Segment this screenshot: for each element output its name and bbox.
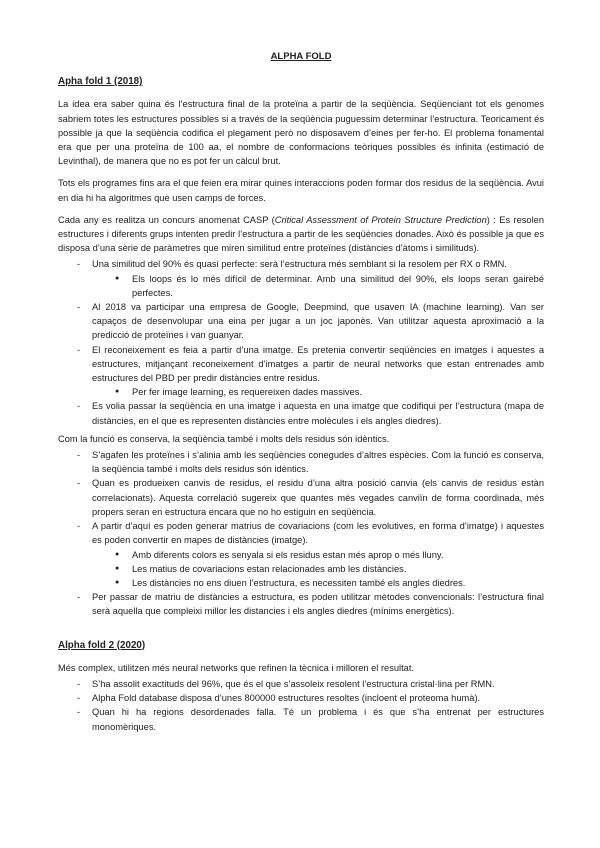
paragraph-casp <box>58 213 544 256</box>
section-heading-alphafold1: Apha fold 1 (2018) <box>58 76 143 88</box>
sub-list-item <box>98 562 544 576</box>
section-heading-alphafold2: Alpha fold 2 (2020) <box>58 639 146 651</box>
casp-full-name: Critical Assessment of Protein Structure Prediction <box>274 214 487 225</box>
list-item-text: Al 2018 va participar una empresa de Google, Deepmind, que usaven IA (machine learning). Van ser capaços de desenvolupar una eina per jugar a un joc japonès. Van utilitzar aquesta aproximació a la predicció de proteïnes i van guanyar. <box>92 302 544 341</box>
list-item-text: S’ha assolit exactituds del 96%, que és el que s’assoleix resolent l’estructura cristal·lina per RMN. <box>92 678 495 689</box>
sub-list-item-text: ● Els loops és lo més difícil de determinar. Amb una similitud del 90%, els loops seran gairebé perfectes. <box>132 273 544 298</box>
document-page <box>58 50 544 734</box>
sub-list-item <box>98 385 544 399</box>
list-item <box>58 677 544 691</box>
paragraph: Més complex, utilitzen més neural networks que refinen la tècnica i milloren el resultat. <box>58 662 415 673</box>
list-item <box>58 519 544 590</box>
list-item-text: Alpha Fold database disposa d’unes 800000 estructures resoltes (incloent el proteoma humà). <box>92 693 481 704</box>
sub-bullet-list <box>58 272 544 300</box>
list-item <box>58 343 544 400</box>
sub-list-item <box>98 576 544 590</box>
list-item-text: Es volia passar la seqüència en una imatge i aquesta en una imatge que codifiqui per l’estructura (mapa de distàncies, en el que es representen distàncies entre molècules i els angles diedres). <box>92 401 544 426</box>
list-item <box>58 705 544 733</box>
list-item <box>58 476 544 519</box>
list-item <box>58 399 544 427</box>
list-item <box>58 257 544 300</box>
list-item <box>58 300 544 343</box>
sub-list-item-text: ● Les matius de covariacions estan relacionades amb les distàncies. <box>132 563 407 574</box>
bullet-list <box>58 448 544 618</box>
sub-bullet-list <box>58 385 544 399</box>
list-item-text: A partir d’aquí es poden generar matrius de covariacions (com les evolutives, en forma d’imatge) i aquestes es poden convertir en mapes de distàncies (imatge). <box>92 521 544 546</box>
list-item-text: El reconeixement es feia a partir d’una imatge. Es pretenia convertir seqüències en imatges i aquestes a estructures, mitjançant reconeixement d’imatges a partir de neural networks que estan entrenades amb estructures del PBD per predir distàncies entre residus. <box>92 344 544 384</box>
sub-list-item <box>98 548 544 562</box>
paragraph: La idea era saber quina és l’estructura final de la proteïna a partir de la seqüència. Seqüenciant tot els genomes sabriem totes les estructures possibles si a través de la seqüència puguessim determinar l’estructura. Teoricament és possible ja que la seqüència codifica el plegament però no disposavem d’eines per fer-ho. El problema fonamental era que per una proteïna de 100 aa, el nombre de conformacions teòriques possibles és infinita (estimació de Levinthal), de manera que no es pot fer un càlcul brut. <box>58 99 544 167</box>
list-item-text: Quan hi ha regions desordenades falla. Té un problema i és que s’ha entrenat per estructures monomèriques. <box>92 707 544 732</box>
sub-list-item-text: ● Les distàncies no ens diuen l’estructura, es necessiten també els angles diedres. <box>132 577 466 588</box>
list-item-text: Quan es produeixen canvis de residus, el residu d’una altra posició canvia (els canvis de residus estàn correlacionats). Aquesta correlació sugereix que quantes més vegades canviïn de forma coordinada, més propers seran en estructura encara que no ho estiguin en seqüència. <box>92 478 544 517</box>
sub-list-item <box>98 272 544 300</box>
list-item-text: Per passar de matriu de distàncies a estructura, es poden utilitzar mètodes convencionals: l’estructura final serà aquella que compleixi millor les distancies i els angles diedres (mínims energètics). <box>92 592 544 617</box>
sub-list-item-text: ● Amb diferents colors es senyala si els residus estan més aprop o més lluny. <box>132 549 444 560</box>
sub-list-item-text: ● Per fer image learning, es requereixen dades massives. <box>132 387 362 398</box>
list-item <box>58 691 544 705</box>
paragraph: Tots els programes fins ara el que feien era mirar quines interaccions poden formar dos residus de la seqüència. Avui en dia hi ha algoritmes que usen camps de forces. <box>58 178 544 203</box>
list-item-text: Una similitud del 90% és quasi perfecte: serà l’estructura més semblant si la resolem per RX o RMN. <box>92 259 507 270</box>
bullet-list <box>58 677 544 734</box>
paragraph-text: ) : Es resolen estructures i diferents grups intenten predir l’estructura a partir de les seqüències donades. Això és possible ja que es disposa d’una sèrie de paràmetres que miren similitud entre proteïnes (distàncies d’àtoms i similituds). <box>58 214 544 254</box>
document-title: ALPHA FOLD <box>270 51 332 62</box>
bullet-list <box>58 257 544 427</box>
list-item <box>58 448 544 476</box>
paragraph: Com la funció es conserva, la seqüència també i molts dels residus són idèntics. <box>58 433 390 444</box>
paragraph-text: Cada any es realitza un concurs anomenat CASP ( <box>58 214 275 225</box>
list-item-text: S’agafen les proteïnes i s’alinia amb les seqüències conegudes d’altres espècies. Com la funció es conserva, la seqüència també i molts dels residus són idèntics. <box>92 450 544 475</box>
sub-bullet-list <box>58 548 544 591</box>
list-item <box>58 590 544 618</box>
